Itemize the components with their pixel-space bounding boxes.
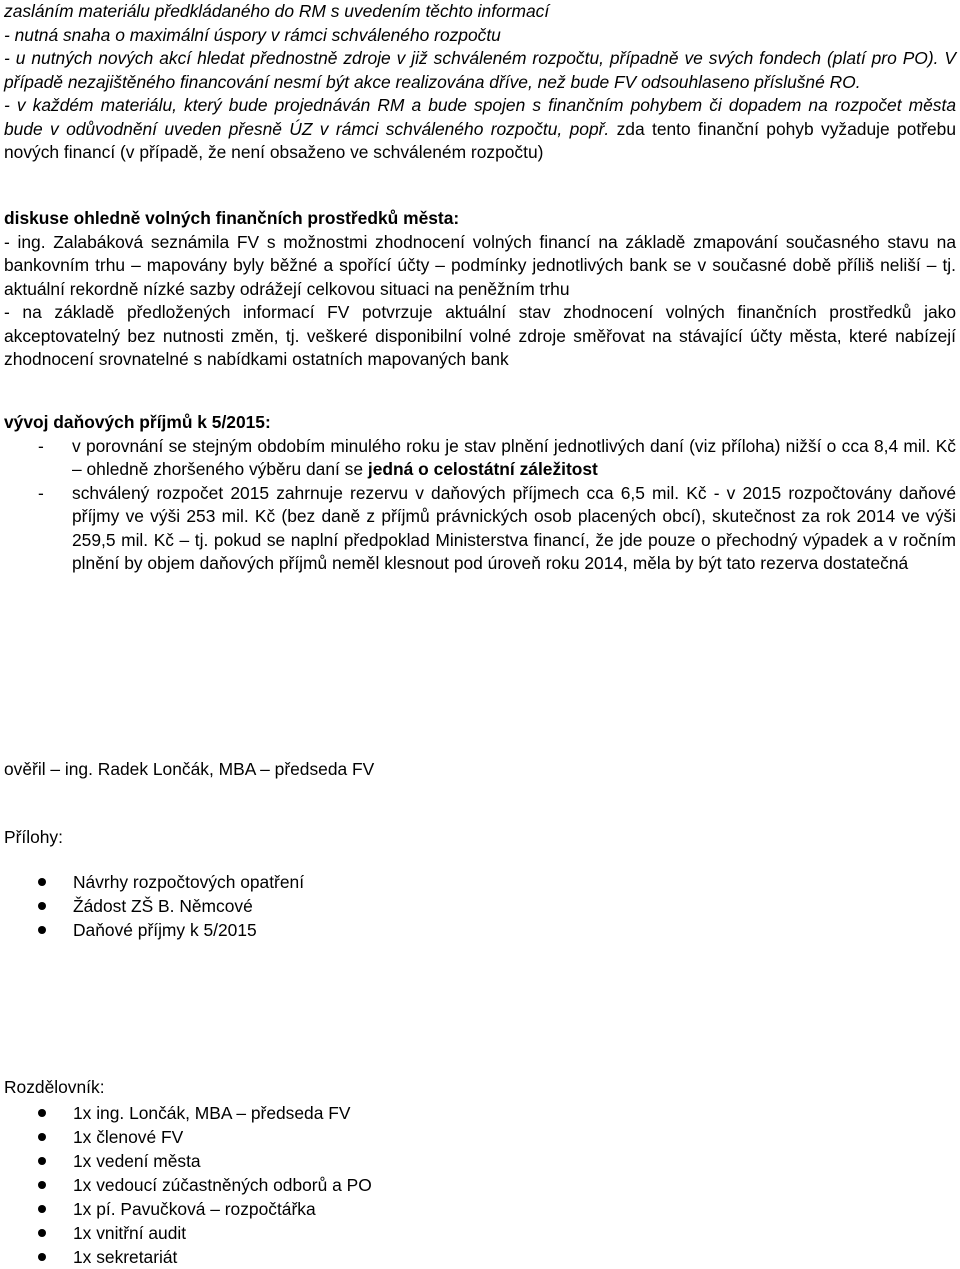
list-item-label: Daňové příjmy k 5/2015 [73, 920, 257, 940]
bullet-icon [38, 1205, 46, 1213]
vyvoj-item-1-bold: jedná o celostátní záležitost [367, 459, 598, 479]
diskuse-paragraph-2: - na základě předložených informací FV potvrzuje aktuální stav zhodnocení volných finančních prostředků jako akceptovatelný bez nutnosti změn, tj. veškeré disponibilní volné zdroje směřovat na stávající účty města, které nabízejí zhodnocení srovnatelné s nabídkami ostatních mapovaných bank [4, 302, 956, 369]
vyvoj-item-1-text: v porovnání se stejným obdobím minulého roku je stav plnění jednotlivých daní (viz příloha) nižší o cca 8,4 mil. Kč – ohledně zhoršeného výběru daní se [72, 435, 956, 479]
savings-line: - nutná snaha o maximální úspory v rámci schváleného rozpočtu [4, 24, 501, 45]
list-item-label: 1x vedoucí zúčastněných odborů a PO [73, 1175, 372, 1195]
bullet-icon [38, 878, 46, 886]
list-item-label: 1x sekretariát [73, 1247, 178, 1267]
material-paragraph-italic: - v každém materiálu, který bude projednáván RM a bude spojen s finančním pohybem či dopadem na rozpočet města bude v odůvodnění uveden přesně ÚZ v rámci schváleného rozpočtu, popř. [4, 95, 956, 139]
bullet-icon [38, 1133, 46, 1141]
list-item-label: Žádost ZŠ B. Němcové [73, 896, 253, 916]
intro-line: zasláním materiálu předkládaného do RM s uvedením těchto informací [4, 1, 550, 21]
material-paragraph [4, 94, 956, 165]
vyvoj-item-2-text: schválený rozpočet 2015 zahrnuje rezervu v daňových příjmech cca 6,5 mil. Kč - v 2015 rozpočtovány daňové příjmy ve výši 253 mil. Kč (bez daně z příjmů právnických osob placených obcí), skutečnost za rok 2014 ve výši 259,5 mil. Kč – tj. pokud se naplní předpoklad Ministerstva financí, že jde pouze o přechodný výpadek a v ročním plnění by objem daňových příjmů neměl klesnout pod úroveň roku 2014, měla by být tato rezerva dostatečná [72, 482, 956, 573]
list-item [38, 1245, 372, 1269]
list-item-label: 1x vedení města [73, 1151, 201, 1171]
list-item [38, 1101, 372, 1125]
diskuse-heading: diskuse ohledně volných finančních prostředků města: [4, 208, 460, 228]
list-item-label: 1x ing. Lončák, MBA – předseda FV [73, 1103, 351, 1123]
list-item-label: 1x vnitřní audit [73, 1223, 187, 1243]
vyvoj-section [4, 411, 956, 576]
material-paragraph-rest: zda tento finanční pohyb vyžaduje potřebu nových financí (v případě, že není obsaženo ve schváleném rozpočtu) [4, 118, 956, 162]
bullet-icon [38, 1157, 46, 1165]
list-item [38, 870, 304, 894]
list-item [38, 1197, 372, 1221]
new-actions-paragraph: - u nutných nových akcí hledat přednostně zdroje v již schváleném rozpočtu, případně ve svých fondech (platí pro PO). V případě nezajištěného financování nesmí být akce realizována dříve, než bude FV odsouhlaseno příslušné RO. [4, 48, 956, 92]
distribution-list [38, 1101, 372, 1269]
bullet-icon [38, 1109, 46, 1117]
diskuse-section [4, 207, 956, 372]
bullet-icon [38, 1229, 46, 1237]
list-item-label: 1x členové FV [73, 1127, 184, 1147]
bullet-icon [38, 902, 46, 910]
attachments-list [38, 870, 304, 942]
list-item [38, 1125, 372, 1149]
verified-by: ověřil – ing. Radek Lončák, MBA – předseda FV [4, 759, 375, 779]
list-item [38, 1149, 372, 1173]
bullet-icon [38, 1181, 46, 1189]
dash-marker: - [38, 482, 44, 503]
vyvoj-heading: vývoj daňových příjmů k 5/2015: [4, 412, 271, 432]
list-item-label: 1x pí. Pavučková – rozpočtářka [73, 1199, 316, 1219]
list-item [38, 1173, 372, 1197]
dash-marker: - [38, 435, 44, 456]
list-item [38, 894, 304, 918]
vyvoj-item-1 [4, 435, 956, 482]
distribution-title: Rozdělovník: [4, 1077, 105, 1097]
vyvoj-item-2 [4, 482, 956, 576]
list-item [38, 918, 304, 942]
attachments-title: Přílohy: [4, 827, 63, 847]
list-item [38, 1221, 372, 1245]
list-item-label: Návrhy rozpočtových opatření [73, 872, 305, 892]
top-section [4, 0, 956, 165]
bullet-icon [38, 926, 46, 934]
diskuse-paragraph-1: - ing. Zalabáková seznámila FV s možnostmi zhodnocení volných financí na základě zmapování současného stavu na bankovním trhu – mapovány byly běžné a spořící účty – podmínky jednotlivých bank se v současné době příliš neliší – tj. aktuální rekordně nízké sazby odrážejí celkovou situaci na peněžním trhu [4, 231, 956, 299]
bullet-icon [38, 1253, 46, 1261]
